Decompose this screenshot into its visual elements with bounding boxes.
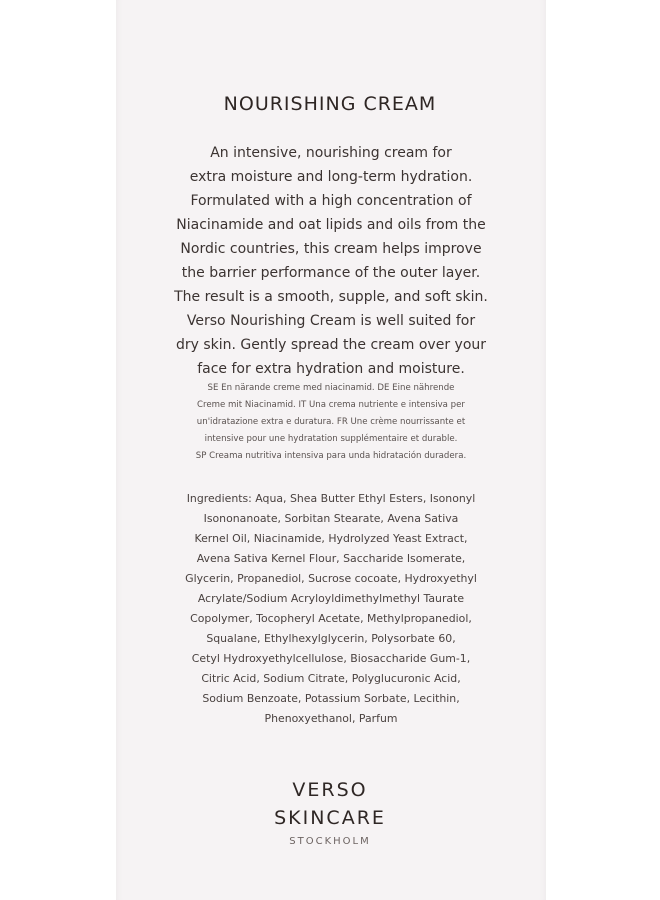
product-title: NOURISHING CREAM [223, 93, 437, 115]
multilingual-text: SE En närande creme med niacinamid. DE Eine nährende Creme mit Niacinamid. IT Una crema nutriente e intensiva per un'idratazione extra e duratura. FR Une crème nourrissante et intensive pour une hydratation supplémentaire et durable. SP Creama nutritiva intensiva para unda hidratación duradera. [195, 383, 467, 461]
brand-logo [0, 776, 660, 849]
ingredients-list: Ingredients: Aqua, Shea Butter Ethyl Esters, Isononyl Isononanoate, Sorbitan Stearate, Avena Sativa Kernel Oil, Niacinamide, Hydrolyzed Yeast Extract, Avena Sativa Kernel Flour, Saccharide Isomerate, Glycerin, Propanediol, Sucrose cocoate, Hydroxyethyl Acrylate/Sodium Acryloyldimethylmethyl Taurate Copolymer, Tocopheryl Acetate, Methylpropanediol, Squalane, Ethylhexylglycerin, Polysorbate 60, Cetyl Hydroxyethylcellulose, Biosaccharide Gum-1, Citric Acid, Sodium Citrate, Polyglucuronic Acid, Sodium Benzoate, Potassium Sorbate, Lecithin, Phenoxyethanol, Parfum [185, 492, 477, 725]
brand-name-line-2: SKINCARE [274, 807, 386, 829]
brand-name-line-1: VERSO [292, 779, 368, 801]
brand-location: STOCKHOLM [289, 836, 371, 847]
product-description: An intensive, nourishing cream for extra moisture and long-term hydration. Formulated with a high concentration of Niacinamide and oat lipids and oils from the Nordic countries, this cream helps improve the barrier performance of the outer layer. The result is a smooth, supple, and soft skin. Verso Nourishing Cream is well suited for dry skin. Gently spread the cream over your face for extra hydration and moisture. [174, 145, 488, 377]
